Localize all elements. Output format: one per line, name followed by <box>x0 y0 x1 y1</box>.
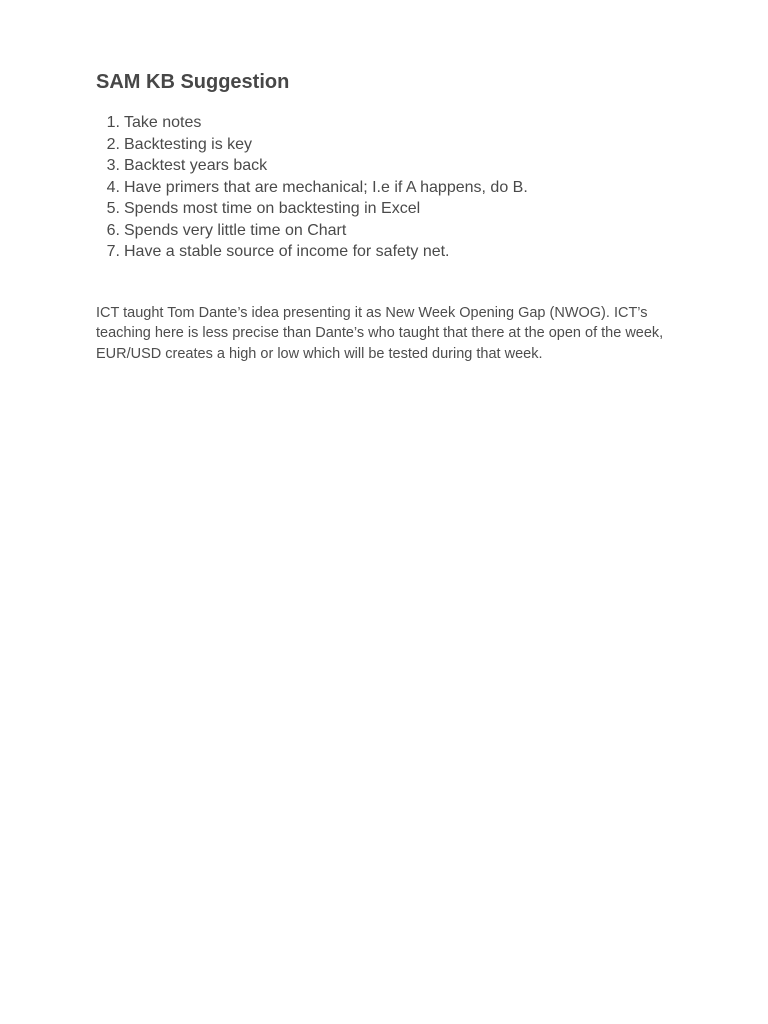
list-item-number: 1. <box>106 114 120 131</box>
list-item-text: Spends very little time on Chart <box>124 221 347 239</box>
list-item-text: Have primers that are mechanical; I.e if A happens, do B. <box>124 178 528 196</box>
suggestion-list <box>96 112 696 263</box>
list-item <box>96 112 696 134</box>
list-item-text: Backtest years back <box>124 157 268 174</box>
list-item <box>96 241 696 263</box>
document-page <box>96 68 696 364</box>
list-item-number: 6. <box>106 221 120 239</box>
list-item <box>96 134 696 156</box>
list-item-number: 4. <box>106 178 120 196</box>
list-item-number: 7. <box>106 243 120 260</box>
body-paragraph: ICT taught Tom Dante’s idea presenting it as New Week Opening Gap (NWOG). ICT’s teaching here is less precise than Dante’s who taught that there at the open of the week, EUR/USD creates a high or low which will be tested during that week. <box>96 304 664 362</box>
list-item <box>96 198 696 220</box>
list-item <box>96 177 696 199</box>
list-item-text: Have a stable source of income for safety net. <box>124 243 450 260</box>
list-item-text: Backtesting is key <box>124 135 253 153</box>
list-item-number: 5. <box>106 200 120 217</box>
list-item-text: Take notes <box>124 114 202 131</box>
document-title: SAM KB Suggestion <box>96 71 290 93</box>
list-item-text: Spends most time on backtesting in Excel <box>124 200 421 217</box>
list-item-number: 2. <box>106 135 120 153</box>
list-item <box>96 155 696 177</box>
list-item <box>96 220 696 242</box>
list-item-number: 3. <box>106 157 120 174</box>
